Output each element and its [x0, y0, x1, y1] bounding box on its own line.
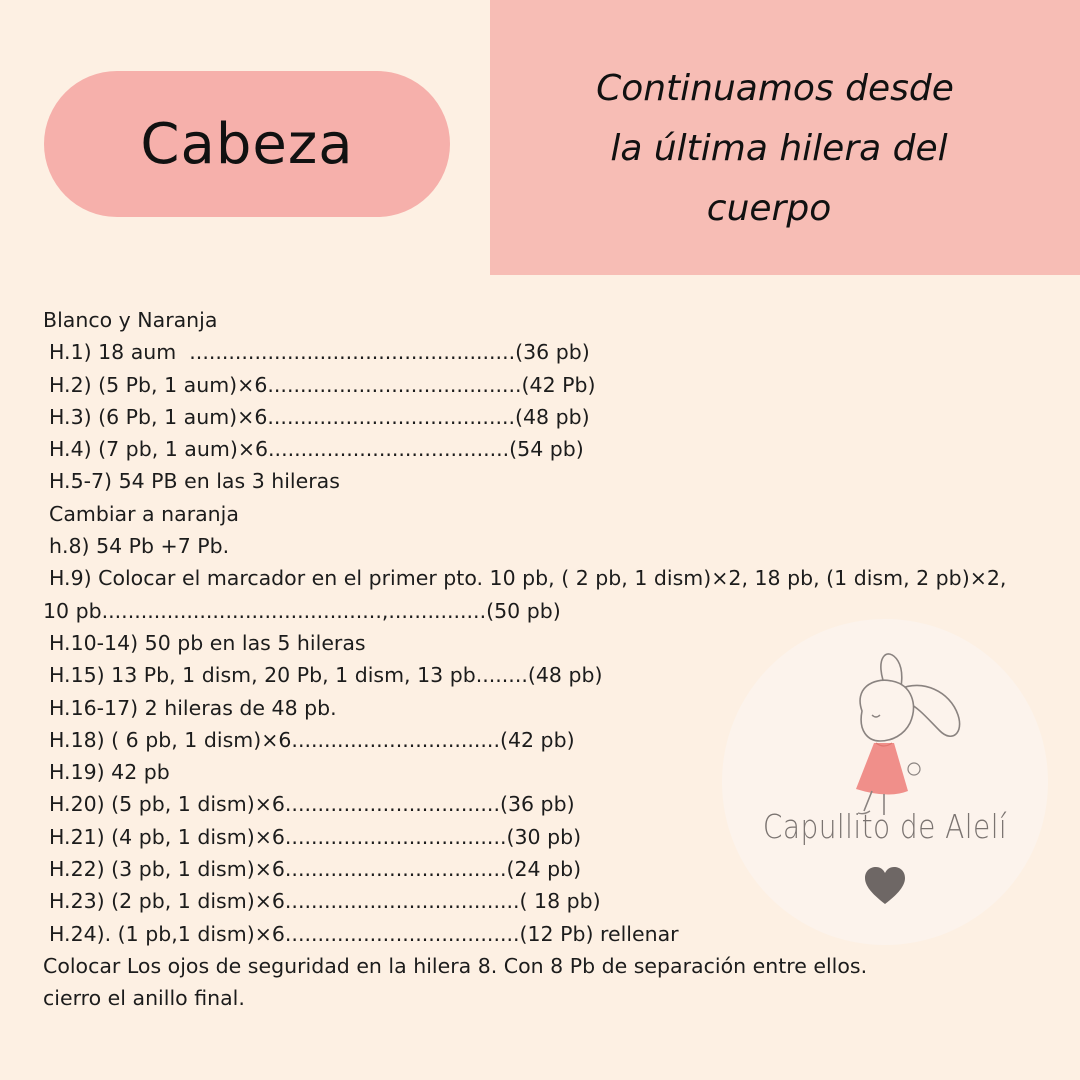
- recipe-line: H.1) 18 aum ..................................................(36 pb): [49, 340, 590, 365]
- recipe-line: H.16-17) 2 hileras de 48 pb.: [49, 695, 337, 720]
- recipe-line: Blanco y Naranja: [43, 308, 218, 332]
- recipe-line: Cambiar a naranja: [49, 501, 239, 526]
- recipe-line: cierro el anillo final.: [43, 986, 245, 1011]
- recipe-line: H.24). (1 pb,1 dism)×6....................................(12 Pb) rellenar: [49, 921, 679, 946]
- recipe-line: Colocar Los ojos de seguridad en la hilera 8. Con 8 Pb de separación entre ellos.: [43, 953, 868, 978]
- recipe-line: H.20) (5 pb, 1 dism)×6.................................(36 pb): [49, 792, 575, 817]
- subtitle-line-1: Continuamos desde: [596, 68, 954, 109]
- recipe-line: H.3) (6 Pb, 1 aum)×6......................................(48 pb): [49, 404, 590, 429]
- recipe-line: H.21) (4 pb, 1 dism)×6..................................(30 pb): [49, 824, 582, 849]
- recipe-line: H.23) (2 pb, 1 dism)×6....................................( 18 pb): [49, 889, 601, 914]
- recipe-line: H.4) (7 pb, 1 aum)×6.....................................(54 pb): [49, 437, 584, 462]
- title-pill: [44, 71, 450, 217]
- brand-logo: [722, 619, 1048, 945]
- recipe-line: h.8) 54 Pb +7 Pb.: [49, 534, 230, 559]
- recipe-line: H.15) 13 Pb, 1 dism, 20 Pb, 1 dism, 13 pb........(48 pb): [49, 663, 603, 688]
- subtitle-box: [490, 0, 1080, 275]
- subtitle-line-3: cuerpo: [706, 188, 832, 229]
- recipe-line: H.19) 42 pb: [49, 760, 170, 785]
- recipe-line: H.2) (5 Pb, 1 aum)×6.......................................(42 Pb): [49, 372, 596, 397]
- recipe-line: H.5-7) 54 PB en las 3 hileras: [49, 469, 340, 494]
- recipe-line: 10 pb...........................................,...............(50 pb): [43, 598, 561, 623]
- recipe-line: H.10-14) 50 pb en las 5 hileras: [49, 630, 366, 655]
- subtitle-line-2: la última hilera del: [610, 128, 948, 169]
- page-title: Cabeza: [140, 111, 354, 177]
- recipe-line: H.22) (3 pb, 1 dism)×6..................................(24 pb): [49, 857, 582, 882]
- recipe-line: H.18) ( 6 pb, 1 dism)×6................................(42 pb): [49, 727, 575, 752]
- recipe-line: H.9) Colocar el marcador en el primer pto. 10 pb, ( 2 pb, 1 dism)×2, 18 pb, (1 dism, 2 pb)×2,: [49, 566, 1007, 591]
- heart-icon: [864, 866, 906, 906]
- brand-name: Capullito de Alelí: [762, 807, 1008, 846]
